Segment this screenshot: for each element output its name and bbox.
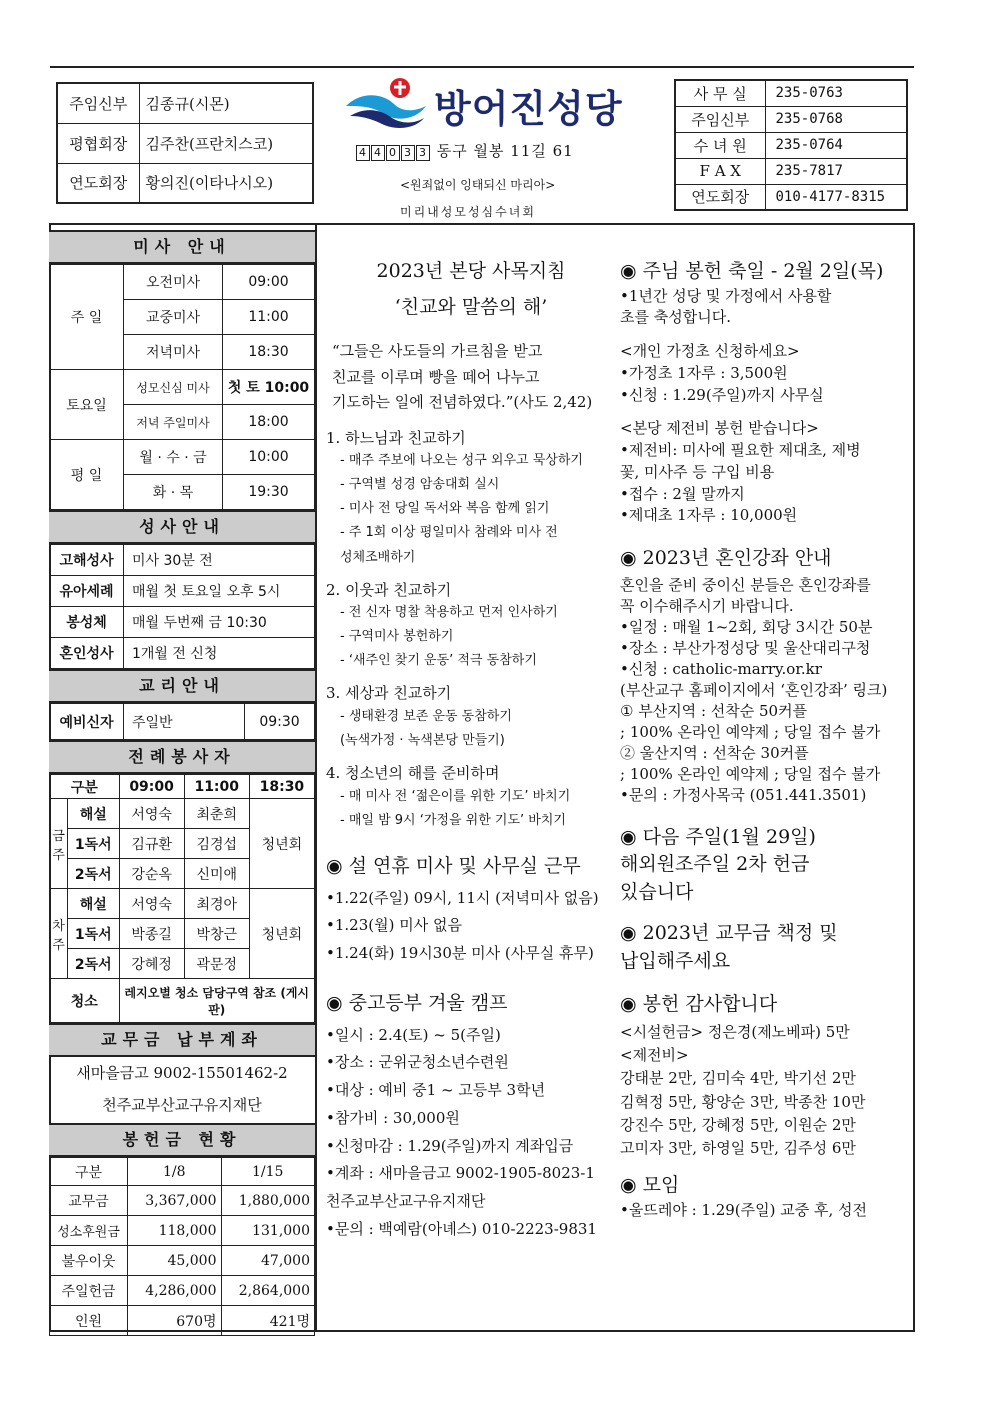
address-text: 동구 월봉 11길 61 bbox=[436, 142, 574, 160]
doctrine-section-title: 교리안내 bbox=[49, 669, 315, 703]
church-name: 방어진성당 bbox=[434, 87, 623, 131]
offering-label: 불우이웃 bbox=[50, 1246, 128, 1276]
role: 2독서 bbox=[68, 859, 120, 889]
week-label: 차주 bbox=[50, 889, 68, 979]
mass-time: 첫 토 10:00 bbox=[223, 370, 315, 405]
column-divider bbox=[315, 223, 317, 1332]
zip-digit: 0 bbox=[386, 145, 400, 161]
thanks-text: <시설헌금> 정은경(제노베파) 5만 <제전비> 강태분 2만, 김미숙 4만, 박기선 2만 김혁정 5만, 황양순 3만, 박종찬 10만 강진수 5만, 강혜정 5만, 이원순 2만 고미자 3만, 하영일 5만, 김주성 6만 bbox=[620, 1022, 866, 1158]
offering-amount: 4,286,000 bbox=[128, 1276, 222, 1306]
contact-label: 수 녀 원 bbox=[675, 132, 765, 158]
offering-amount: 47,000 bbox=[221, 1246, 315, 1276]
doctrine-value: 주일반 bbox=[124, 704, 245, 740]
offering-amount: 118,000 bbox=[128, 1216, 222, 1246]
pastor-info-table bbox=[56, 82, 314, 204]
contact-label: 사 무 실 bbox=[675, 80, 765, 106]
sacrament-value: 미사 30분 전 bbox=[124, 545, 315, 576]
offering-amount: 2,864,000 bbox=[221, 1276, 315, 1306]
mass-name: 월 · 수 · 금 bbox=[124, 440, 223, 475]
pastoral-item: - 전 신자 명찰 착용하고 먼저 인사하기 bbox=[340, 605, 558, 621]
pastoral-item: - 구역미사 봉헌하기 bbox=[340, 629, 454, 645]
sacrament-value: 매월 첫 토요일 오후 5시 bbox=[124, 576, 315, 607]
pastoral-item: - 매 미사 전 ‘젊은이를 위한 기도’ 바치기 bbox=[340, 789, 571, 805]
role: 해설 bbox=[68, 889, 120, 919]
mass-name: 저녁미사 bbox=[124, 335, 223, 370]
value-council: 김주찬(프란치스코) bbox=[139, 123, 313, 163]
pastoral-item: - 생태환경 보존 운동 동참하기 (녹색가정 · 녹색본당 만들기) bbox=[340, 709, 512, 749]
left-column bbox=[49, 230, 315, 1336]
person: 김규환 bbox=[119, 829, 184, 859]
zip-digit: 3 bbox=[416, 145, 430, 161]
mass-time: 10:00 bbox=[223, 440, 315, 475]
person: 최춘희 bbox=[184, 799, 249, 829]
group: 청년회 bbox=[249, 799, 314, 889]
church-brand bbox=[340, 74, 660, 134]
pastoral-item: - 구역별 성경 암송대회 실시 bbox=[340, 477, 500, 493]
altar-text: •제전비: 미사에 필요한 제대초, 제병 꽃, 미사주 등 구입 비용 •접수 : 2월 말까지 •제대초 1자루 : 10,000원 bbox=[620, 441, 861, 525]
offering-amount: 421명 bbox=[221, 1306, 315, 1336]
pastoral-title: 2023년 본당 사목지침 bbox=[376, 260, 566, 282]
person: 최경아 bbox=[184, 889, 249, 919]
doctrine-label: 예비신자 bbox=[50, 704, 124, 740]
offering-head: 1/8 bbox=[128, 1158, 222, 1186]
clean-value: 레지오별 청소 담당구역 참조 (게시판) bbox=[119, 979, 314, 1023]
clean-label: 청소 bbox=[50, 979, 120, 1023]
person: 곽문정 bbox=[184, 949, 249, 979]
contact-number: 010-4177-8315 bbox=[765, 184, 907, 210]
altar-heading: <본당 제전비 봉헌 받습니다> bbox=[620, 419, 819, 438]
zip-digit: 4 bbox=[371, 145, 385, 161]
marriage-heading: ◉ 2023년 혼인강좌 안내 bbox=[620, 545, 910, 573]
top-rule bbox=[50, 66, 914, 68]
offering-amount: 131,000 bbox=[221, 1216, 315, 1246]
contact-label: 연도회장 bbox=[675, 184, 765, 210]
convent-name: 미리내성모성심수녀회 bbox=[400, 205, 536, 219]
offering-amount: 670명 bbox=[128, 1306, 222, 1336]
mass-time: 19:30 bbox=[223, 475, 315, 510]
contact-number: 235-7817 bbox=[765, 158, 907, 184]
pastoral-item: - 매주 주보에 나오는 성구 외우고 묵상하기 bbox=[340, 453, 583, 469]
pastoral-section bbox=[326, 683, 616, 753]
pastoral-item: - 주 1회 이상 평일미사 참례와 미사 전 성체조배하기 bbox=[340, 525, 558, 565]
marriage-text: 혼인을 준비 중이신 분들은 혼인강좌를 꼭 이수해주시기 바랍니다. •일정 : 매월 1~2회, 회당 3시간 50분 •장소 : 부산가정성당 및 울산대리구청 •신청 : catholic-marry.or.kr (부산교구 홈페이지에서 ‘혼인강좌’ 링크) ① 부산지역 : 선착순 50커플 ; 100% 온라인 예약제 ; 당일 접수 불가 ② 울산지역 : 선착순 30커플 ; 100% 온라인 예약제 ; 당일 접수 불가 •문의 : 가정사목국 (051.441.3501) bbox=[620, 575, 888, 804]
pastoral-section-heading: 4. 청소년의 해를 준비하며 bbox=[326, 764, 500, 783]
mass-name: 화 · 목 bbox=[124, 475, 223, 510]
mass-time: 18:00 bbox=[223, 405, 315, 440]
candle-heading: ◉ 주님 봉헌 축일 - 2월 2일(목) bbox=[620, 258, 910, 286]
sacrament-value: 매월 두번째 금 10:30 bbox=[124, 607, 315, 638]
mass-section-title: 미사 안내 bbox=[49, 230, 315, 264]
pastoral-section-heading: 1. 하느님과 친교하기 bbox=[326, 428, 466, 447]
offering-amount: 1,880,000 bbox=[221, 1186, 315, 1216]
sacrament-label: 혼인성사 bbox=[50, 638, 124, 669]
liturgy-head: 18:30 bbox=[249, 775, 314, 799]
label-council: 평협회장 bbox=[57, 123, 139, 163]
new-year-text: •1.22(주일) 09시, 11시 (저녁미사 없음) •1.23(월) 미사 없음 •1.24(화) 19시30분 미사 (사무실 휴무) bbox=[326, 888, 599, 963]
church-logo-icon bbox=[344, 76, 428, 130]
home-candle-heading: <개인 가정초 신청하세요> bbox=[620, 342, 800, 361]
offering-label: 성소후원금 bbox=[50, 1216, 128, 1246]
pastoral-section bbox=[326, 580, 616, 674]
contact-label: 주임신부 bbox=[675, 106, 765, 132]
account-number: 새마을금고 9002-15501462-2 bbox=[76, 1064, 288, 1082]
offering-head: 구분 bbox=[50, 1158, 128, 1186]
offering-amount: 45,000 bbox=[128, 1246, 222, 1276]
person: 박창근 bbox=[184, 919, 249, 949]
person: 서영숙 bbox=[119, 799, 184, 829]
mass-name: 오전미사 bbox=[124, 265, 223, 300]
camp-text: •일시 : 2.4(토) ~ 5(주일) •장소 : 군위군청소년수련원 •대상 : 예비 중1 ~ 고등부 3학년 •참가비 : 30,000원 •신청마감 : 1.29(주일)까지 계좌입금 •계좌 : 새마을금고 9002-1905-8023-1 천주교부산교구유지재단 •문의 : 백예람(아녜스) 010-2223-9831 bbox=[326, 1025, 597, 1238]
contact-table bbox=[674, 79, 908, 211]
right-column bbox=[620, 258, 910, 1222]
person: 박종길 bbox=[119, 919, 184, 949]
dues-heading: ◉ 2023년 교무금 책정 및 납입해주세요 bbox=[620, 920, 910, 975]
weekday-label: 평 일 bbox=[50, 440, 124, 510]
liturgy-table bbox=[49, 774, 315, 1023]
contact-label: F A X bbox=[675, 158, 765, 184]
thanks-heading: ◉ 봉헌 감사합니다 bbox=[620, 991, 910, 1019]
pastoral-section bbox=[326, 763, 616, 833]
mass-name: 교중미사 bbox=[124, 300, 223, 335]
value-yeondo: 황의진(이타나시오) bbox=[139, 163, 313, 203]
offering-label: 교무금 bbox=[50, 1186, 128, 1216]
liturgy-head: 11:00 bbox=[184, 775, 249, 799]
meeting-heading: ◉ 모임 bbox=[620, 1172, 910, 1200]
church-motto: <원죄없이 잉태되신 마리아> bbox=[400, 178, 556, 192]
sacrament-label: 유아세례 bbox=[50, 576, 124, 607]
role: 1독서 bbox=[68, 829, 120, 859]
liturgy-head: 구분 bbox=[50, 775, 120, 799]
zip-code bbox=[356, 142, 431, 160]
contact-number: 235-0763 bbox=[765, 80, 907, 106]
candle-text: •1년간 성당 및 가정에서 사용할 초를 축성합니다. bbox=[620, 286, 832, 327]
offering-label: 주일헌금 bbox=[50, 1276, 128, 1306]
account-holder: 천주교부산교구유지재단 bbox=[102, 1096, 262, 1114]
sacrament-label: 고해성사 bbox=[50, 545, 124, 576]
liturgy-head: 09:00 bbox=[119, 775, 184, 799]
mass-time: 18:30 bbox=[223, 335, 315, 370]
doctrine-table bbox=[49, 703, 315, 740]
sacrament-table bbox=[49, 544, 315, 669]
sunday-label: 주 일 bbox=[50, 265, 124, 370]
mass-time: 09:00 bbox=[223, 265, 315, 300]
mass-name: 저녁 주일미사 bbox=[124, 405, 223, 440]
account-info bbox=[49, 1057, 315, 1123]
pastoral-item: - 매일 밤 9시 ‘가정을 위한 기도’ 바치기 bbox=[340, 813, 566, 829]
zip-digit: 3 bbox=[401, 145, 415, 161]
liturgy-section-title: 전례봉사자 bbox=[49, 740, 315, 774]
contact-number: 235-0768 bbox=[765, 106, 907, 132]
saturday-label: 토요일 bbox=[50, 370, 124, 440]
home-candle-text: •가정초 1자루 : 3,500원 •신청 : 1.29(주일)까지 사무실 bbox=[620, 363, 824, 404]
pastoral-theme: ‘친교와 말씀의 해’ bbox=[394, 295, 548, 318]
scripture-quote: “그들은 사도들의 가르침을 받고 친교를 이루며 빵을 떼어 나누고 기도하는 일에 전념하였다.”(사도 2,42) bbox=[332, 342, 593, 412]
offering-label: 인원 bbox=[50, 1306, 128, 1336]
sacrament-label: 봉성체 bbox=[50, 607, 124, 638]
pastoral-item: - ‘새주인 찾기 운동’ 적극 동참하기 bbox=[340, 653, 537, 669]
new-year-heading: ◉ 설 연휴 미사 및 사무실 근무 bbox=[326, 853, 616, 881]
person: 신미애 bbox=[184, 859, 249, 889]
doctrine-time: 09:30 bbox=[245, 704, 315, 740]
contact-number: 235-0764 bbox=[765, 132, 907, 158]
offering-section-title: 봉헌금 현황 bbox=[49, 1123, 315, 1157]
middle-column bbox=[326, 258, 616, 1244]
pastoral-item: - 미사 전 당일 독서와 복음 함께 읽기 bbox=[340, 501, 550, 517]
mass-table bbox=[49, 264, 315, 510]
account-section-title: 교무금 납부계좌 bbox=[49, 1023, 315, 1057]
mission-heading: ◉ 다음 주일(1월 29일) 해외원조주일 2차 헌금 있습니다 bbox=[620, 824, 910, 907]
mass-name: 성모신심 미사 bbox=[124, 370, 223, 405]
mass-time: 11:00 bbox=[223, 300, 315, 335]
group: 청년회 bbox=[249, 889, 314, 979]
person: 서영숙 bbox=[119, 889, 184, 919]
sacrament-section-title: 성사안내 bbox=[49, 510, 315, 544]
pastoral-section bbox=[326, 428, 616, 570]
church-address bbox=[356, 140, 574, 161]
zip-digit: 4 bbox=[356, 145, 370, 161]
offering-table bbox=[49, 1157, 315, 1336]
camp-heading: ◉ 중고등부 겨울 캠프 bbox=[326, 990, 616, 1018]
offering-amount: 3,367,000 bbox=[128, 1186, 222, 1216]
value-pastor: 김종규(시몬) bbox=[139, 83, 313, 123]
label-pastor: 주임신부 bbox=[57, 83, 139, 123]
pastoral-section-heading: 3. 세상과 친교하기 bbox=[326, 684, 452, 703]
offering-head: 1/15 bbox=[221, 1158, 315, 1186]
role: 해설 bbox=[68, 799, 120, 829]
sacrament-value: 1개월 전 신청 bbox=[124, 638, 315, 669]
week-label: 금주 bbox=[50, 799, 68, 889]
person: 강혜정 bbox=[119, 949, 184, 979]
pastoral-section-heading: 2. 이웃과 친교하기 bbox=[326, 580, 452, 599]
role: 1독서 bbox=[68, 919, 120, 949]
label-yeondo: 연도회장 bbox=[57, 163, 139, 203]
person: 김경섭 bbox=[184, 829, 249, 859]
meeting-text: •울뜨레야 : 1.29(주일) 교중 후, 성전 bbox=[620, 1200, 868, 1219]
role: 2독서 bbox=[68, 949, 120, 979]
person: 강순옥 bbox=[119, 859, 184, 889]
